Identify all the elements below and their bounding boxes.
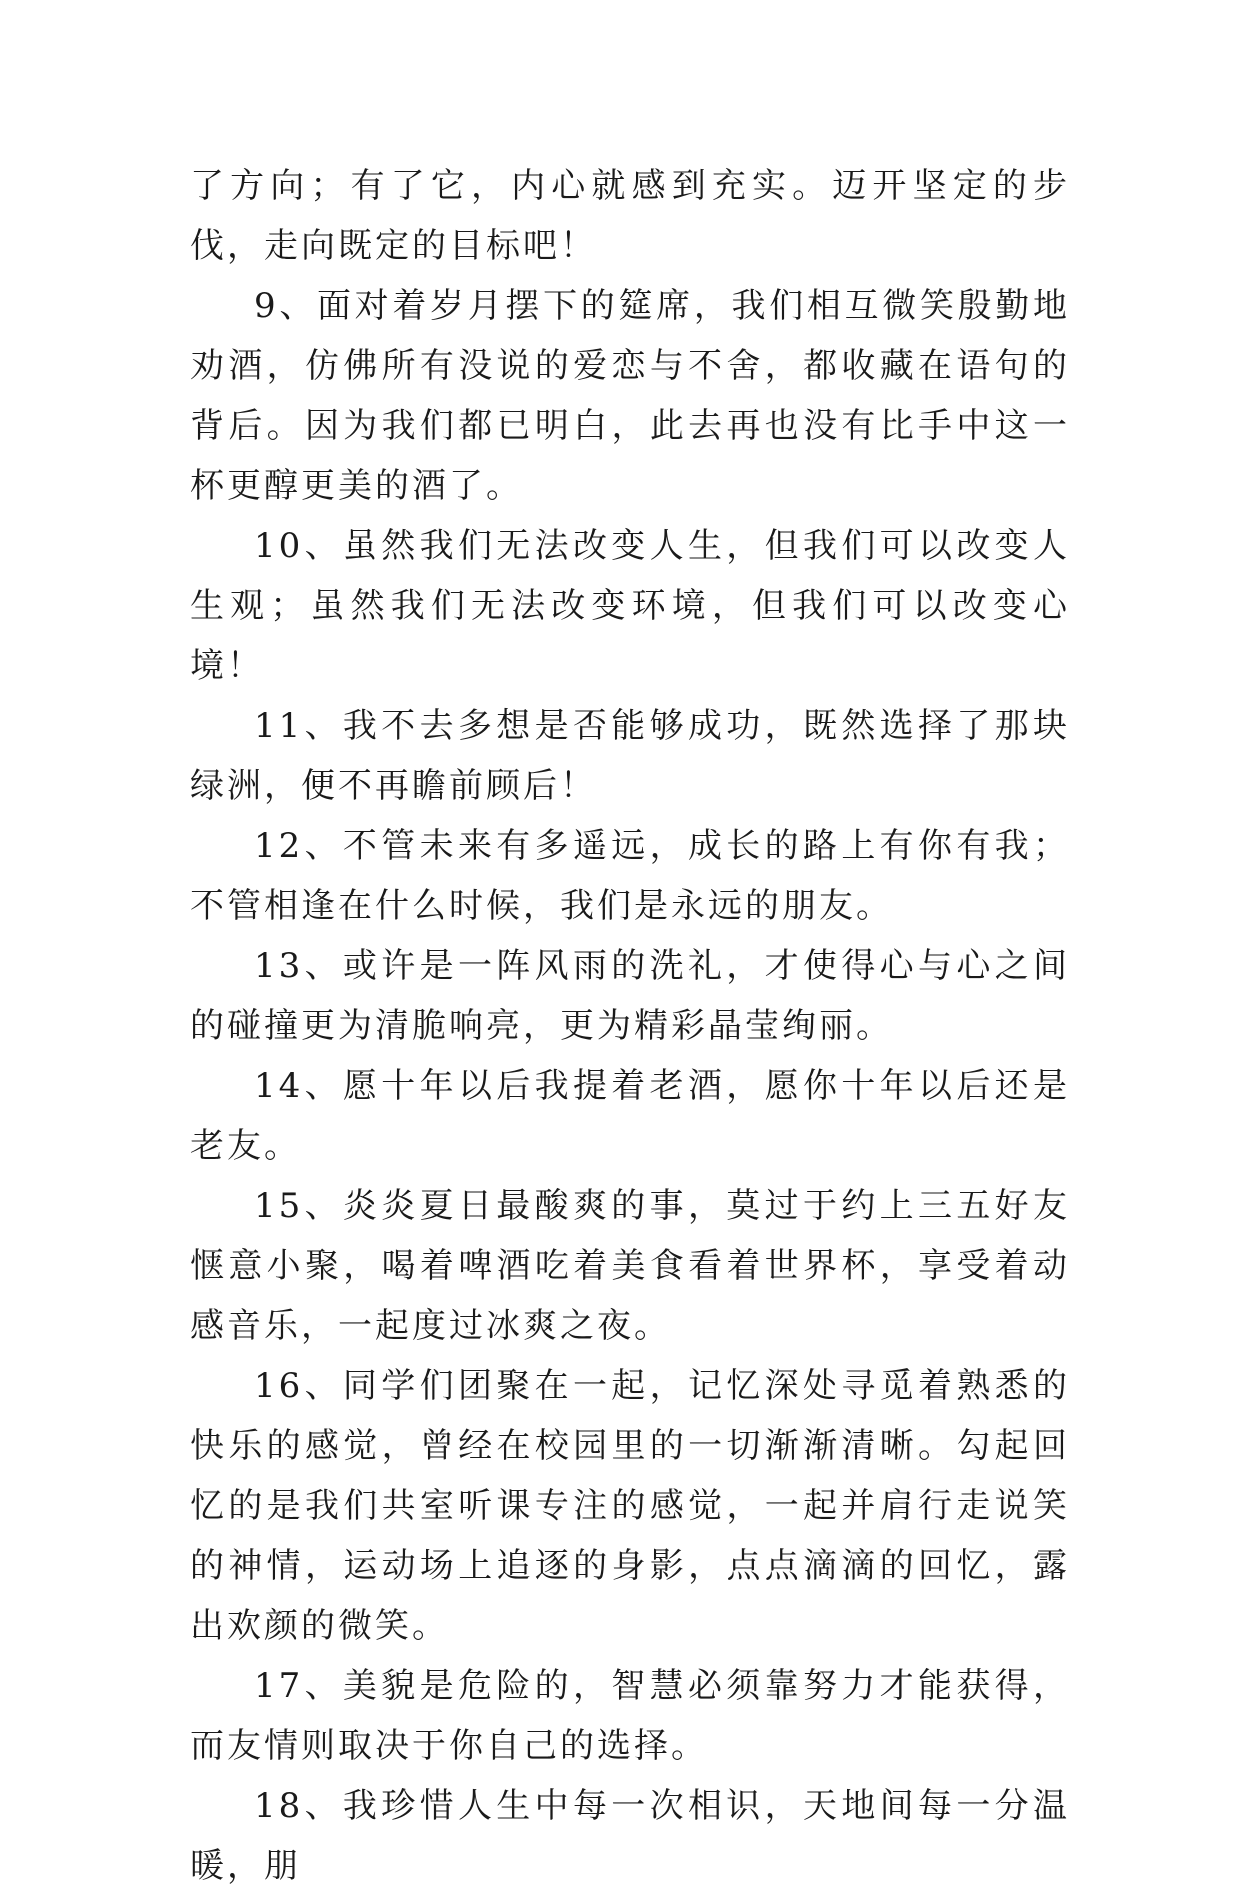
paragraph-item-14: 14、愿十年以后我提着老酒，愿你十年以后还是老友。 xyxy=(190,1066,1070,1166)
paragraph-item-9: 9、面对着岁月摆下的筵席，我们相互微笑殷勤地劝酒，仿佛所有没说的爱恋与不舍，都收藏在语句的背后。因为我们都已明白，此去再也没有比手中这一杯更醇更美的酒了。 xyxy=(190,286,1070,506)
paragraph-item-10: 10、虽然我们无法改变人生，但我们可以改变人生观；虽然我们无法改变环境，但我们可以改变心境！ xyxy=(190,526,1070,686)
paragraph-item-12: 12、不管未来有多遥远，成长的路上有你有我；不管相逢在什么时候，我们是永远的朋友。 xyxy=(190,826,1070,926)
paragraph-continuation: 了方向；有了它，内心就感到充实。迈开坚定的步伐，走向既定的目标吧！ xyxy=(190,166,1070,266)
document-body xyxy=(190,156,1070,1896)
paragraph-item-17: 17、美貌是危险的，智慧必须靠努力才能获得，而友情则取决于你自己的选择。 xyxy=(190,1666,1070,1766)
paragraph-item-18: 18、我珍惜人生中每一次相识，天地间每一分温暖，朋 xyxy=(190,1786,1070,1886)
paragraph-item-15: 15、炎炎夏日最酸爽的事，莫过于约上三五好友惬意小聚，喝着啤酒吃着美食看着世界杯，享受着动感音乐，一起度过冰爽之夜。 xyxy=(190,1186,1070,1346)
paragraph-item-11: 11、我不去多想是否能够成功，既然选择了那块绿洲，便不再瞻前顾后！ xyxy=(190,706,1070,806)
paragraph-item-16: 16、同学们团聚在一起，记忆深处寻觅着熟悉的快乐的感觉，曾经在校园里的一切渐渐清晰。勾起回忆的是我们共室听课专注的感觉，一起并肩行走说笑的神情，运动场上追逐的身影，点点滴滴的回忆，露出欢颜的微笑。 xyxy=(190,1366,1070,1646)
paragraph-item-13: 13、或许是一阵风雨的洗礼，才使得心与心之间的碰撞更为清脆响亮，更为精彩晶莹绚丽。 xyxy=(190,946,1070,1046)
